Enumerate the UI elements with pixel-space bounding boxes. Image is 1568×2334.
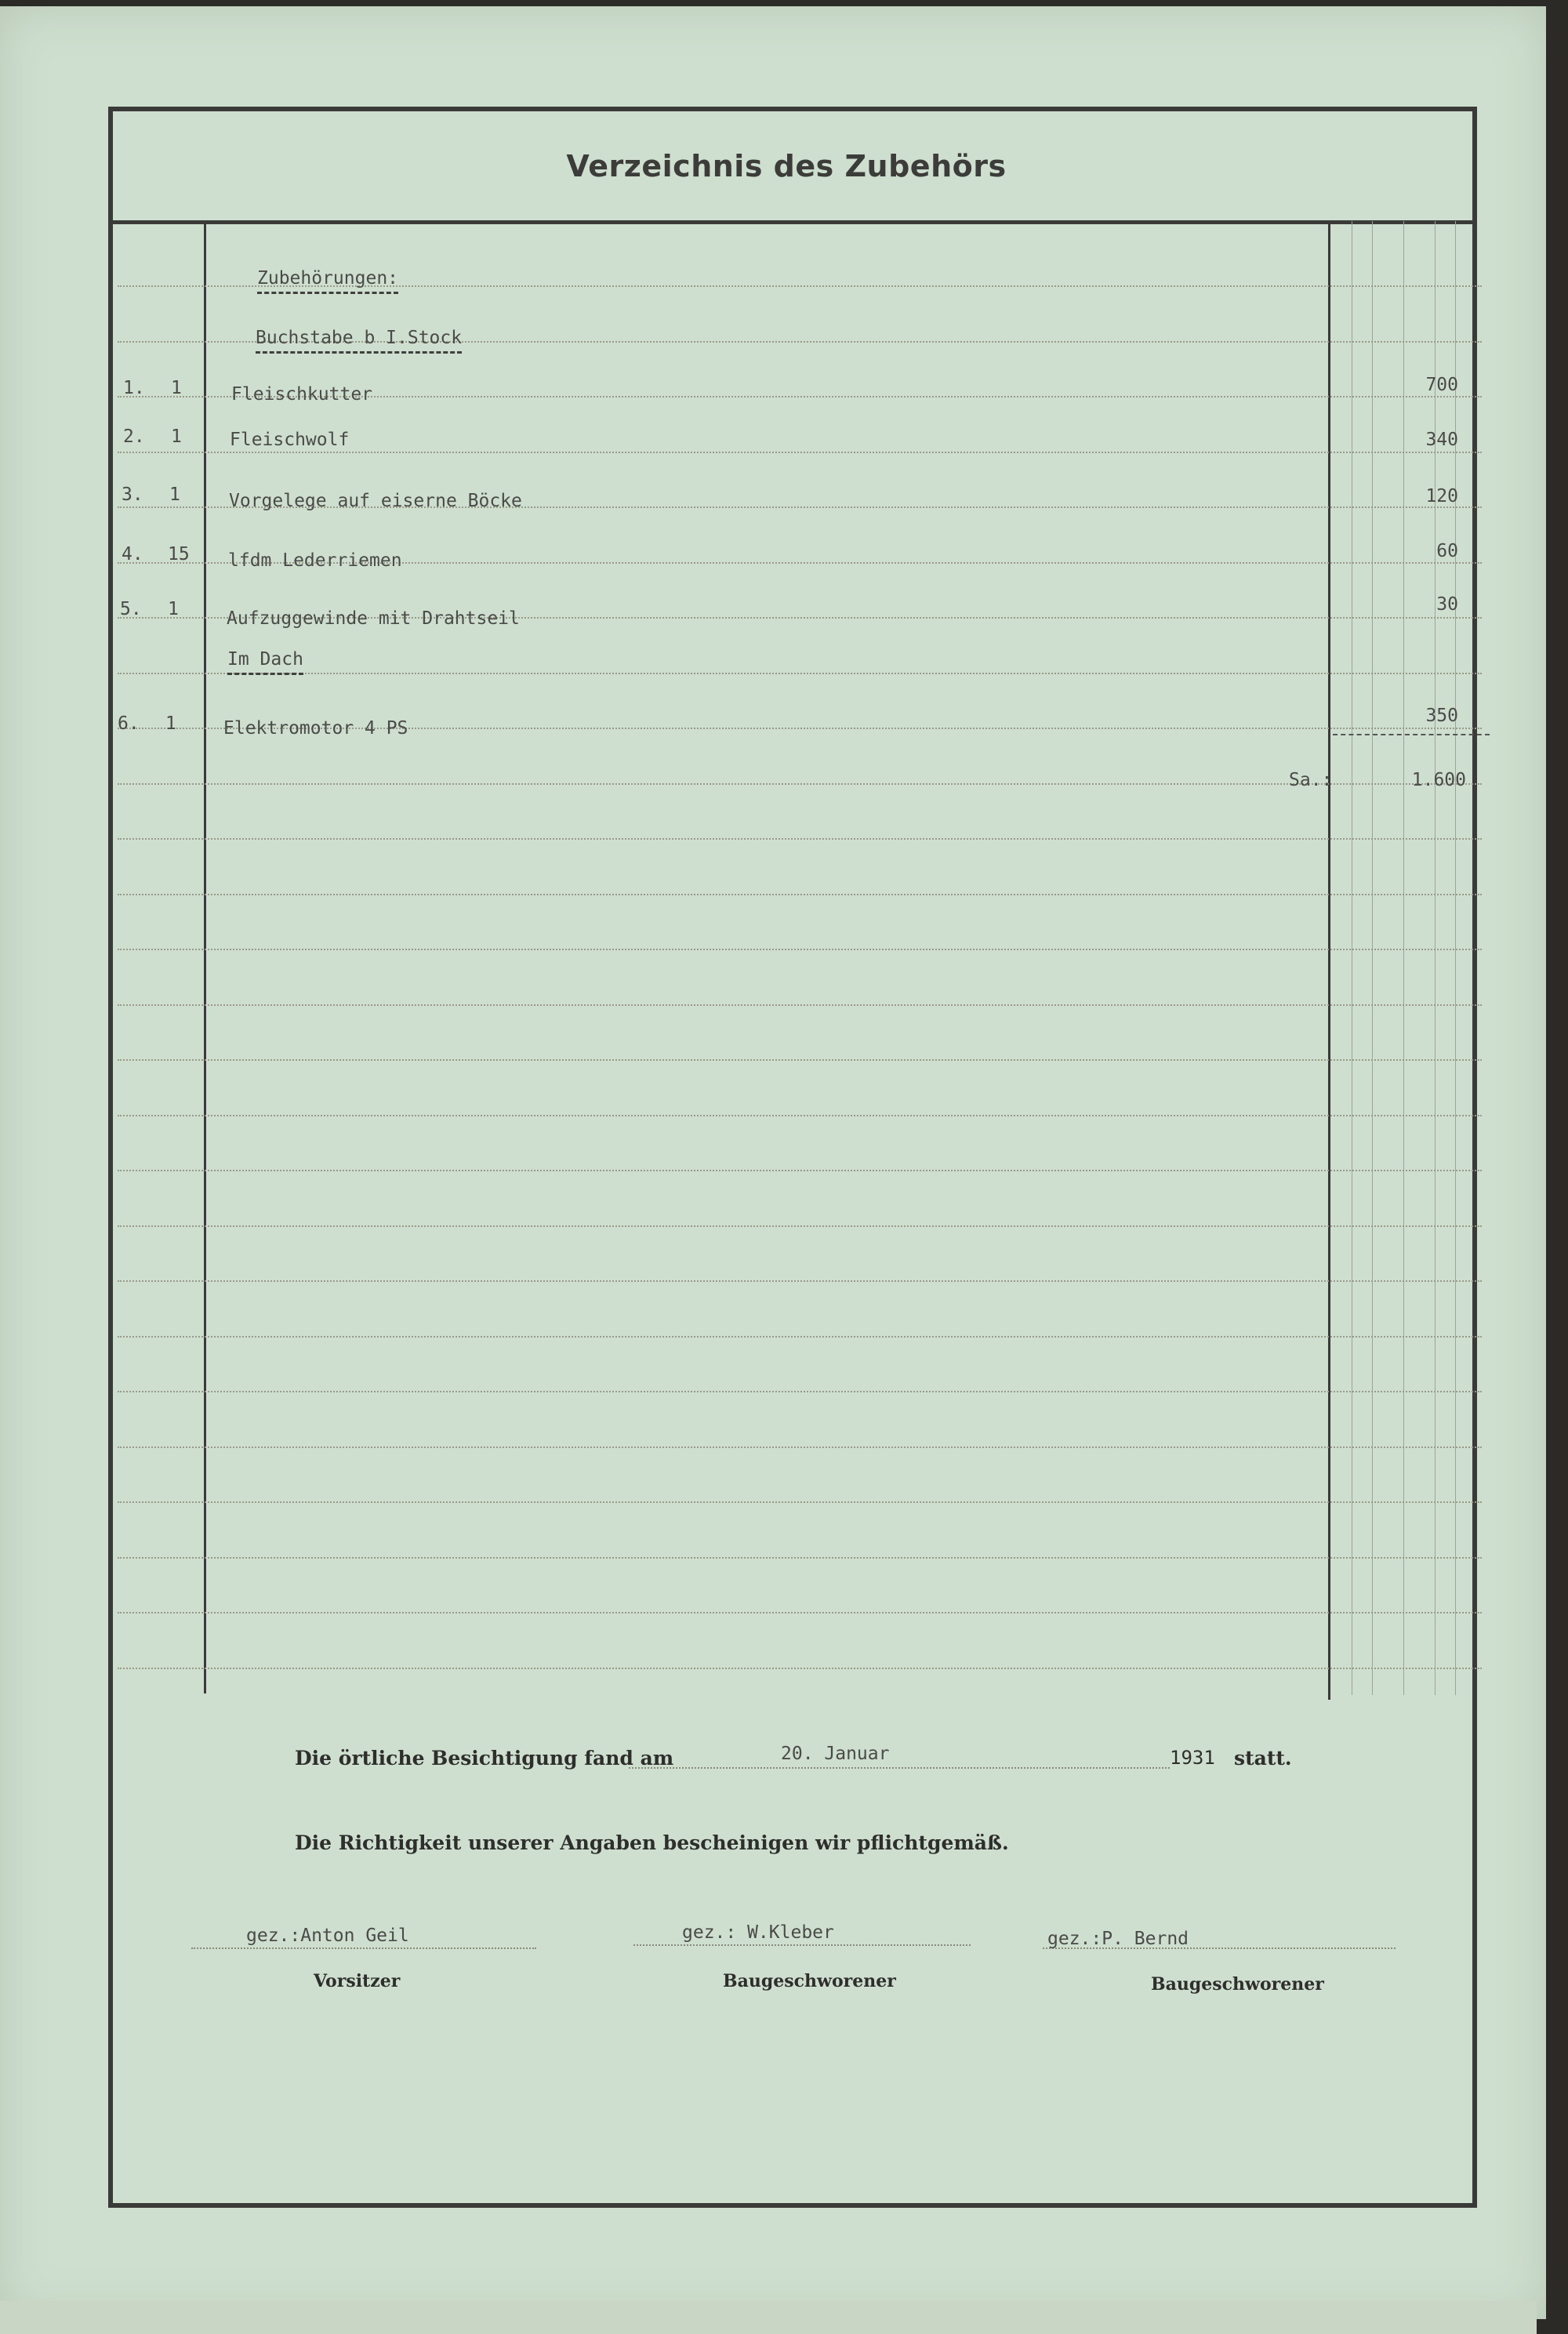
item-2-quantity: 1 <box>171 427 182 447</box>
item-2-amount: 340 <box>1425 430 1458 450</box>
ruled-line <box>118 1557 1482 1559</box>
item-4-quantity: 15 <box>168 544 190 564</box>
certification-statement: Die Richtigkeit unserer Angaben bescheinigen wir pflichtgemäß. <box>295 1831 1009 1854</box>
item-2-description: Fleischwolf <box>230 430 350 450</box>
item-3-number: 3. <box>122 485 143 505</box>
ruled-line <box>118 673 1482 674</box>
inspection-year: 1931 <box>1170 1747 1215 1769</box>
inspection-date-line <box>629 1767 1170 1769</box>
item-1-number: 1. <box>123 378 145 398</box>
ruled-line <box>118 1059 1482 1061</box>
ruled-line <box>118 1170 1482 1171</box>
item-6-amount: 350 <box>1425 706 1458 726</box>
ruled-line <box>118 1668 1482 1669</box>
item-3-description: Vorgelege auf eiserne Böcke <box>229 491 522 511</box>
signature-1-name: gez.:Anton Geil <box>246 1926 409 1946</box>
ruled-line <box>118 1391 1482 1392</box>
subheading-first-floor <box>256 328 462 348</box>
inspection-statt: statt. <box>1234 1747 1292 1770</box>
ruled-line <box>118 894 1482 895</box>
item-5-quantity: 1 <box>168 599 179 619</box>
inspection-statement: Die örtliche Besichtigung fand am <box>295 1747 674 1770</box>
ruled-line <box>118 1115 1482 1116</box>
subheading-roof <box>227 649 303 670</box>
ruled-line <box>118 1501 1482 1503</box>
signature-2-role: Baugeschworener <box>723 1971 896 1991</box>
signature-1-role: Vorsitzer <box>314 1971 401 1991</box>
item-1-quantity: 1 <box>171 378 182 398</box>
ruled-line <box>118 1446 1482 1448</box>
left-column-divider <box>204 221 206 1693</box>
item-6-quantity: 1 <box>165 713 176 734</box>
ruled-line <box>118 783 1482 785</box>
item-4-number: 4. <box>122 544 143 564</box>
ruled-line <box>118 838 1482 840</box>
ruled-line <box>118 452 1482 453</box>
amount-column-divider <box>1328 221 1330 1700</box>
item-2-number: 2. <box>123 427 145 447</box>
ruled-line <box>118 1336 1482 1338</box>
item-1-amount: 700 <box>1425 375 1458 395</box>
item-5-amount: 30 <box>1436 594 1458 615</box>
signature-line <box>191 1947 536 1949</box>
item-3-amount: 120 <box>1425 486 1458 506</box>
signature-line <box>633 1944 971 1946</box>
ruled-line <box>118 1280 1482 1282</box>
section-heading <box>257 268 398 289</box>
item-4-description: lfdm Lederriemen <box>228 550 402 571</box>
form-frame <box>108 107 1477 2208</box>
section-heading-text: Zubehörungen: <box>257 268 398 294</box>
sum-label: Sa.: <box>1289 770 1333 790</box>
signature-3-name: gez.:P. Bernd <box>1047 1929 1189 1949</box>
ruled-line <box>118 1612 1482 1613</box>
ruled-line <box>118 1004 1482 1006</box>
inspection-date: 20. Januar <box>781 1744 890 1764</box>
item-1-description: Fleischkutter <box>231 384 373 405</box>
ruled-line <box>118 949 1482 950</box>
ruled-line <box>118 1225 1482 1227</box>
page-title: Verzeichnis des Zubehörs <box>566 148 1007 183</box>
sum-value: 1.600 <box>1411 770 1466 790</box>
signature-2-name: gez.: W.Kleber <box>682 1922 834 1943</box>
amount-subcolumn-line <box>1372 221 1373 1695</box>
item-6-number: 6. <box>118 713 140 734</box>
item-6-description: Elektromotor 4 PS <box>223 718 408 739</box>
sum-separator-line <box>1333 734 1490 735</box>
title-band <box>113 111 1472 224</box>
subheading-roof-text: Im Dach <box>227 649 303 675</box>
item-5-description: Aufzuggewinde mit Drahtseil <box>227 608 520 629</box>
signature-3-role: Baugeschworener <box>1151 1974 1324 1995</box>
subheading-first-floor-text: Buchstabe b I.Stock <box>256 328 462 354</box>
item-5-number: 5. <box>120 599 142 619</box>
item-3-quantity: 1 <box>169 485 180 505</box>
item-4-amount: 60 <box>1436 541 1458 561</box>
paper-underlay <box>0 2301 1537 2334</box>
